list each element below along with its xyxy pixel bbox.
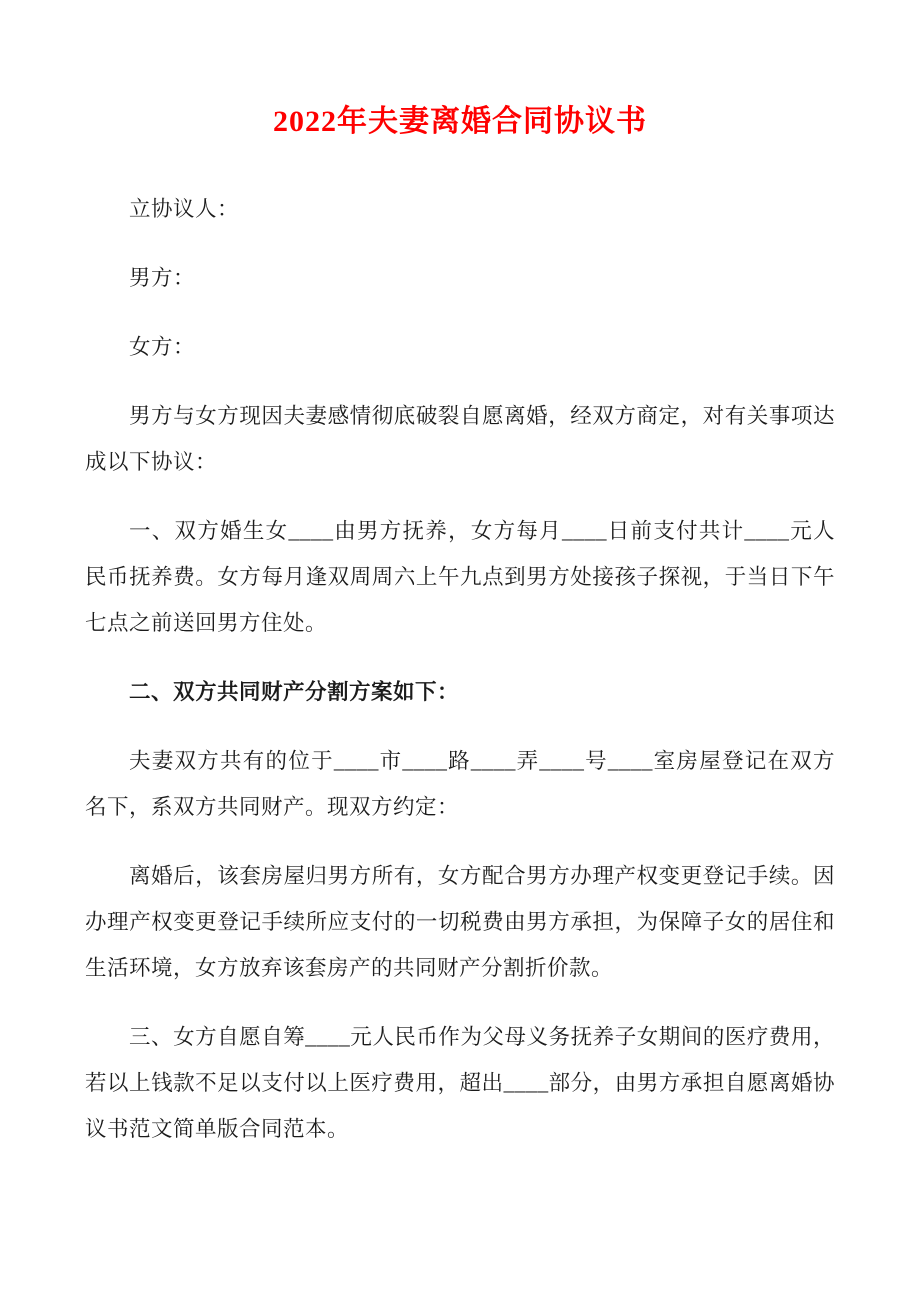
paragraph: 离婚后，该套房屋归男方所有，女方配合男方办理产权变更登记手续。因办理产权变更登记手续所应支付的一切税费由男方承担，为保障子女的居住和生活环境，女方放弃该套房产的共同财产分割折价款。 (85, 864, 835, 980)
paragraph: 一、双方婚生女____由男方抚养，女方每月____日前支付共计____元人民币抚养费。女方每月逢双周周六上午九点到男方处接孩子探视，于当日下午七点之前送回男方住处。 (85, 519, 835, 635)
paragraph: 立协议人： (129, 197, 240, 221)
paragraph: 夫妻双方共有的位于____市____路____弄____号____室房屋登记在双方名下，系双方共同财产。现双方约定： (85, 749, 835, 819)
paragraph: 三、女方自愿自筹____元人民币作为父母义务抚养子女期间的医疗费用，若以上钱款不足以支付以上医疗费用，超出____部分，由男方承担自愿离婚协议书范文简单版合同范本。 (85, 1025, 835, 1141)
paragraph: 男方与女方现因夫妻感情彻底破裂自愿离婚，经双方商定，对有关事项达成以下协议： (85, 404, 835, 474)
document-title: 2022年夫妻离婚合同协议书 (273, 105, 647, 138)
paragraph: 二、双方共同财产分割方案如下： (129, 680, 460, 704)
document-body (85, 140, 835, 1152)
paragraph: 女方： (129, 335, 196, 359)
paragraph: 男方： (129, 266, 196, 290)
